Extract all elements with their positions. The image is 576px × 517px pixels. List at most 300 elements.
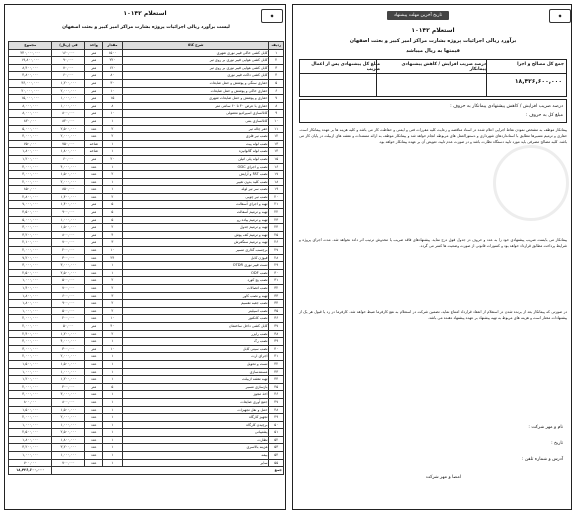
- row-number: ۶: [269, 87, 284, 95]
- table-row: [9, 345, 284, 353]
- row-qty: ۵: [103, 209, 123, 217]
- row-unit: عدد: [85, 163, 103, 171]
- row-price: ۵۰,۰۰۰: [52, 322, 85, 330]
- row-qty: ۱۰: [103, 345, 123, 353]
- row-qty: ۱: [103, 376, 123, 384]
- row-total: ۳,۰۰۰,۰۰۰: [9, 345, 52, 353]
- row-qty: ۲۴: [103, 254, 123, 262]
- row-unit: عدد: [85, 398, 103, 406]
- row-desc: سایر: [122, 459, 269, 467]
- row-desc: تهیه و نصب کاور: [122, 292, 269, 300]
- table-row: [9, 338, 284, 346]
- row-total: ۱,۲۰۰,۰۰۰: [9, 155, 52, 163]
- row-desc: کابل کشی داکت فیبر نوری: [122, 72, 269, 80]
- table-row: [9, 186, 284, 194]
- company-logo: ◆: [261, 9, 283, 23]
- table-row: [9, 254, 284, 262]
- row-qty: ۱: [103, 262, 123, 270]
- row-price: ۲,۰۰۰,۰۰۰: [52, 133, 85, 141]
- row-price: ۲,۰۰۰,۰۰۰: [52, 353, 85, 361]
- company-name-label: نام و مهر شرکت :: [528, 425, 563, 430]
- row-unit: متر: [85, 72, 103, 80]
- row-desc: نصب لوله گالوانیزه: [122, 148, 269, 156]
- row-total: ۲,۴۰۰,۰۰۰: [9, 330, 52, 338]
- table-row: [9, 322, 284, 330]
- table-row: [9, 421, 284, 429]
- table-row: [9, 231, 284, 239]
- row-desc: تجهیز کارگاه: [122, 414, 269, 422]
- final-amount-field[interactable]: [304, 78, 380, 90]
- row-price: ۱,۰۰۰,۰۰۰: [52, 368, 85, 376]
- row-price: ۹۰۰,۰۰۰: [52, 300, 85, 308]
- row-price: ۲۰۰,۰۰۰: [52, 315, 85, 323]
- table-row: [9, 307, 284, 315]
- row-total: ۱,۰۰۰,۰۰۰: [9, 277, 52, 285]
- row-number: ۱۶: [269, 163, 284, 171]
- row-price: ۱,۵۰۰,۰۰۰: [52, 171, 85, 179]
- row-unit: عدد: [85, 414, 103, 422]
- row-total: ۱,۲۰۰,۰۰۰: [9, 376, 52, 384]
- row-number: ۵۱: [269, 429, 284, 437]
- row-desc: تست فیبر نوری OTDR: [122, 262, 269, 270]
- terms-paragraph-3: در صورتی که پیمانکار بعد از برنده شدن در استعلام از انعقاد قرارداد امتناع نماید، تضمین شرکت در استعلام به نفع کارفرما ضبط خواهد شد. کارفرما در رد یا قبول هر یک از پیشنهادات مختار است و هزینه های مربوط به تهیه پیشنهاد بر عهده پیشنهاد دهنده می باشد.: [299, 310, 567, 321]
- row-price: ۱,۴۰۰,۰۰۰: [52, 193, 85, 201]
- row-desc: کانالسازی بتنی: [122, 117, 269, 125]
- company-logo: ◆: [549, 9, 571, 23]
- row-desc: نصب پچ کورد: [122, 277, 269, 285]
- row-price: ۲,۵۰۰,۰۰۰: [52, 125, 85, 133]
- total-row: [9, 467, 284, 475]
- row-qty: ۱: [103, 140, 123, 148]
- row-number: ۳۰: [269, 269, 284, 277]
- row-unit: عدد: [85, 262, 103, 270]
- table-row: [9, 277, 284, 285]
- row-qty: ۸۰: [103, 72, 123, 80]
- row-price: ۸۵۰,۰۰۰: [52, 186, 85, 194]
- row-unit: عدد: [85, 338, 103, 346]
- table-row: [9, 429, 284, 437]
- table-row: [9, 391, 284, 399]
- row-qty: ۴۰: [103, 322, 123, 330]
- row-total: ۸۰۰,۰۰۰: [9, 398, 52, 406]
- header-unit: واحد: [85, 42, 103, 50]
- row-number: ۵۳: [269, 444, 284, 452]
- row-qty: ۱: [103, 429, 123, 437]
- table-row: [9, 315, 284, 323]
- row-number: ۳: [269, 64, 284, 72]
- table-row: [9, 117, 284, 125]
- row-qty: ۱: [103, 117, 123, 125]
- row-unit: متر: [85, 49, 103, 57]
- row-desc: تهیه و ترمیم سنگفرش: [122, 239, 269, 247]
- table-row: [9, 140, 284, 148]
- col-final-header: مبلغ کل پیشنهادی پس از اعمال ضریب: [311, 62, 380, 72]
- table-row: [9, 64, 284, 72]
- row-price: ۸۰۰,۰۰۰: [52, 398, 85, 406]
- row-price: ۵۰۰,۰۰۰: [52, 307, 85, 315]
- row-desc: تهیه نقشه ازبیلت: [122, 376, 269, 384]
- row-qty: ۳: [103, 239, 123, 247]
- row-number: ۸: [269, 102, 284, 110]
- row-unit: متر: [85, 231, 103, 239]
- row-qty: ۱: [103, 452, 123, 460]
- row-number: ۴۶: [269, 391, 284, 399]
- row-qty: ۵: [103, 383, 123, 391]
- table-row: [9, 239, 284, 247]
- row-number: ۳۵: [269, 307, 284, 315]
- date-label: تاریخ :: [551, 441, 563, 446]
- row-desc: نظارت: [122, 436, 269, 444]
- row-unit: متر: [85, 87, 103, 95]
- row-unit: عدد: [85, 459, 103, 467]
- row-unit: عدد: [85, 315, 103, 323]
- row-price: ۳,۲۰۰,۰۰۰: [52, 444, 85, 452]
- amount-in-words: مبلغ کل به حروف :: [526, 113, 563, 118]
- table-row: [9, 436, 284, 444]
- row-qty: ۱۵۰۰: [103, 49, 123, 57]
- row-qty: ۱: [103, 353, 123, 361]
- row-price: ۱,۰۰۰,۰۰۰: [52, 452, 85, 460]
- row-desc: کانالسازی اسپرادیو معمولی: [122, 110, 269, 118]
- row-qty: ۱: [103, 148, 123, 156]
- row-price: ۱,۸۰۰,۰۰۰: [52, 436, 85, 444]
- row-unit: متر: [85, 383, 103, 391]
- row-total: ۷,۲۰۰,۰۰۰: [9, 254, 52, 262]
- row-price: ۷۰۰,۰۰۰: [52, 239, 85, 247]
- row-qty: ۲: [103, 307, 123, 315]
- form-title: برآورد ریالی اجرائیات پروژه بشارت مراکز امیر کبیر و بعثت اصفهان: [349, 38, 517, 44]
- row-total: ۳,۰۰۰,۰۰۰: [9, 262, 52, 270]
- signature-label: امضا و مهر شرکت: [425, 475, 461, 480]
- row-price: ۱,۰۰۰,۰۰۰: [52, 102, 85, 110]
- row-number: ۳۶: [269, 315, 284, 323]
- row-unit: متر: [85, 216, 103, 224]
- row-price: ۷۰۰,۰۰۰: [52, 459, 85, 467]
- row-qty: ۱: [103, 406, 123, 414]
- row-number: ۴۸: [269, 406, 284, 414]
- row-price: ۳,۰۰۰,۰۰۰: [52, 391, 85, 399]
- row-number: ۴۷: [269, 398, 284, 406]
- row-qty: ۴: [103, 231, 123, 239]
- row-number: ۴۹: [269, 414, 284, 422]
- row-number: ۴: [269, 72, 284, 80]
- row-price: ۲,۰۰۰,۰۰۰: [52, 87, 85, 95]
- row-qty: ۲: [103, 171, 123, 179]
- row-qty: ۱۲۰: [103, 64, 123, 72]
- row-qty: ۵: [103, 201, 123, 209]
- row-total: ۱,۸۰۰,۰۰۰: [9, 148, 52, 156]
- row-total: ۸۲۰,۰۰۰: [9, 117, 52, 125]
- row-price: ۱۶۰,۰۰۰: [52, 49, 85, 57]
- row-desc: تست و تحویل: [122, 360, 269, 368]
- row-total: ۴,۰۰۰,۰۰۰: [9, 163, 52, 171]
- table-row: [9, 201, 284, 209]
- terms-paragraph-1: پیمانکار موظف به مشخص نمودن نقاط اجرایی اعلام شده در اسناد مناقصه و رعایت کلیه مقررات فنی و ایمنی و حفاظت کار می باشد و کلیه هزینه ها بر عهده پیمانکار است. حفاری و ترمیم مسیرها مطابق با استانداردهای شهرداری و دستورالعمل های مربوطه انجام خواهد شد و پیمانکار موظف به ارائه مستندات و نقشه های ازبیلت در پایان کار می باشد. کلیه مصالح مصرفی باید مورد تایید دستگاه نظارت باشد و در صورت عدم تایید، تعویض آن بر عهده پیمانکار خواهد بود.: [299, 128, 567, 145]
- row-total: ۲,۰۰۰,۰۰۰: [9, 315, 52, 323]
- table-row: [9, 452, 284, 460]
- row-desc: تهیه و ترمیم کف پوش: [122, 231, 269, 239]
- row-total: ۱,۸۰۰,۰۰۰: [9, 292, 52, 300]
- table-row: [9, 79, 284, 87]
- header-desc: شرح کالا: [122, 42, 269, 50]
- row-qty: ۲: [103, 285, 123, 293]
- row-price: ۶۰,۰۰۰: [52, 72, 85, 80]
- row-desc: بیمه: [122, 452, 269, 460]
- table-row: [9, 72, 284, 80]
- row-total: ۲,۰۰۰,۰۰۰: [9, 322, 52, 330]
- row-qty: ۱: [103, 178, 123, 186]
- row-desc: نصب تیر فلزی: [122, 133, 269, 141]
- table-row: [9, 193, 284, 201]
- coefficient-field[interactable]: [382, 78, 480, 90]
- row-number: ۱۲: [269, 133, 284, 141]
- row-price: ۱,۰۰۰,۰۰۰: [52, 421, 85, 429]
- row-qty: ۱: [103, 163, 123, 171]
- row-total: ۳,۰۰۰,۰۰۰: [9, 224, 52, 232]
- row-desc: مستندسازی: [122, 368, 269, 376]
- row-price: ۴,۰۰۰,۰۰۰: [52, 338, 85, 346]
- row-price: ۱,۴۰۰,۰۰۰: [52, 201, 85, 209]
- deadline-tag: تاریخ آخرین مهلت پیشنهاد: [387, 11, 449, 20]
- row-number: ۲۸: [269, 254, 284, 262]
- row-unit: عدد: [85, 376, 103, 384]
- row-qty: ۱: [103, 421, 123, 429]
- row-qty: ۱۰: [103, 247, 123, 255]
- row-desc: نصب لوله پلی اتیلن: [122, 155, 269, 163]
- row-price: ۱,۸۰۰,۰۰۰: [52, 148, 85, 156]
- row-total: ۳۶,۰۰۰,۰۰۰: [9, 79, 52, 87]
- table-row: [9, 224, 284, 232]
- row-price: ۱,۲۰۰,۰۰۰: [52, 79, 85, 87]
- table-row: [9, 444, 284, 452]
- row-total: ۷۰۰,۰۰۰: [9, 459, 52, 467]
- row-desc: فیوژن کابل: [122, 254, 269, 262]
- items-table: [8, 41, 284, 475]
- watermark-seal: [493, 145, 569, 221]
- row-desc: نصب کانکتور: [122, 315, 269, 323]
- row-number: ۲۳: [269, 216, 284, 224]
- row-total: ۵,۰۰۰,۰۰۰: [9, 125, 52, 133]
- divider: [300, 73, 566, 74]
- header-total: مجموع: [9, 42, 52, 50]
- row-number: ۳۲: [269, 285, 284, 293]
- row-qty: ۱۵: [103, 95, 123, 103]
- row-number: ۳۹: [269, 338, 284, 346]
- row-desc: برچسب گذاری مسیر: [122, 247, 269, 255]
- row-price: ۲,۰۰۰,۰۰۰: [52, 178, 85, 186]
- row-unit: عدد: [85, 254, 103, 262]
- row-qty: ۱: [103, 360, 123, 368]
- row-desc: نصب FAT و آرایش: [122, 171, 269, 179]
- row-desc: تهیه و ترمیم جدول: [122, 224, 269, 232]
- table-row: [9, 247, 284, 255]
- row-price: ۲,۵۰۰,۰۰۰: [52, 269, 85, 277]
- row-unit: عدد: [85, 285, 103, 293]
- row-qty: ۱: [103, 459, 123, 467]
- row-number: ۲۰: [269, 193, 284, 201]
- row-unit: عدد: [85, 330, 103, 338]
- row-desc: کابل کشی داخل ساختمان: [122, 322, 269, 330]
- row-unit: متر: [85, 345, 103, 353]
- row-number: ۳۳: [269, 292, 284, 300]
- table-row: [9, 459, 284, 467]
- row-unit: عدد: [85, 429, 103, 437]
- row-desc: حفاری با عرض ۴۰ تا ۶۰ سانتی متر: [122, 102, 269, 110]
- row-total: ۳,۰۰۰,۰۰۰: [9, 391, 52, 399]
- row-desc: تهیه و ترمیم پیاده رو: [122, 216, 269, 224]
- inquiry-form-sheet: [292, 4, 572, 510]
- table-row: [9, 368, 284, 376]
- row-price: ۳۰۰,۰۰۰: [52, 345, 85, 353]
- row-price: ۷۰۰,۰۰۰: [52, 285, 85, 293]
- row-price: ۱,۲۰۰,۰۰۰: [52, 376, 85, 384]
- table-row: [9, 414, 284, 422]
- table-row: [9, 216, 284, 224]
- row-desc: نصب اسپلیتر: [122, 307, 269, 315]
- row-number: ۹: [269, 110, 284, 118]
- row-unit: عدد: [85, 307, 103, 315]
- row-price: ۷۰,۰۰۰: [52, 64, 85, 72]
- row-unit: متر: [85, 239, 103, 247]
- row-number: ۵: [269, 79, 284, 87]
- table-row: [9, 209, 284, 217]
- row-unit: عدد: [85, 353, 103, 361]
- row-total: ۱,۰۰۰,۰۰۰: [9, 452, 52, 460]
- row-qty: ۲: [103, 224, 123, 232]
- row-number: ۵۰: [269, 421, 284, 429]
- row-unit: عدد: [85, 133, 103, 141]
- row-unit: متر: [85, 110, 103, 118]
- row-total: ۲,۰۰۰,۰۰۰: [9, 247, 52, 255]
- row-desc: هزینه بالاسری: [122, 444, 269, 452]
- row-total: ۲,۱۰۰,۰۰۰: [9, 239, 52, 247]
- row-total: ۸۵۰,۰۰۰: [9, 186, 52, 194]
- row-price: ۶۰,۰۰۰: [52, 155, 85, 163]
- row-unit: متر: [85, 224, 103, 232]
- table-row: [9, 171, 284, 179]
- row-desc: نصب جعبه تقسیم: [122, 300, 269, 308]
- row-unit: متر: [85, 102, 103, 110]
- row-total: ۷۵۰,۰۰۰: [9, 140, 52, 148]
- row-desc: نصب رک: [122, 338, 269, 346]
- row-unit: متر: [85, 57, 103, 65]
- table-row: [9, 406, 284, 414]
- row-number: ۱۰: [269, 117, 284, 125]
- row-total: ۲,۸۰۰,۰۰۰: [9, 193, 52, 201]
- row-total: ۱,۰۰۰,۰۰۰: [9, 307, 52, 315]
- row-unit: عدد: [85, 186, 103, 194]
- row-number: ۱۴: [269, 148, 284, 156]
- row-price: ۱,۰۰۰,۰۰۰: [52, 95, 85, 103]
- table-row: [9, 330, 284, 338]
- row-number: ۱: [269, 49, 284, 57]
- table-row: [9, 398, 284, 406]
- row-number: ۴۲: [269, 360, 284, 368]
- row-price: ۸۲۰,۰۰۰: [52, 117, 85, 125]
- row-qty: ۱: [103, 186, 123, 194]
- price-list-sheet: [4, 4, 286, 510]
- row-unit: عدد: [85, 368, 103, 376]
- row-total: ۴,۰۰۰,۰۰۰: [9, 133, 52, 141]
- row-price: ۳۰۰,۰۰۰: [52, 254, 85, 262]
- row-total: ۲,۰۰۰,۰۰۰: [9, 383, 52, 391]
- row-total: ۳,۰۰۰,۰۰۰: [9, 171, 52, 179]
- row-unit: متر: [85, 155, 103, 163]
- row-number: ۳۱: [269, 277, 284, 285]
- table-row: [9, 353, 284, 361]
- header-qty: مقدار: [103, 42, 123, 50]
- table-row: [9, 110, 284, 118]
- row-desc: نصب کلید بدون تغییر: [122, 178, 269, 186]
- row-price: ۱,۵۰۰,۰۰۰: [52, 360, 85, 368]
- row-price: ۴۰۰,۰۰۰: [52, 383, 85, 391]
- row-qty: ۱: [103, 414, 123, 422]
- row-price: ۲۰۰,۰۰۰: [52, 247, 85, 255]
- row-unit: متر: [85, 95, 103, 103]
- row-number: ۵۴: [269, 452, 284, 460]
- row-total: ۱,۸۰۰,۰۰۰: [9, 300, 52, 308]
- row-unit: عدد: [85, 436, 103, 444]
- row-number: ۵۲: [269, 436, 284, 444]
- table-row: [9, 292, 284, 300]
- row-desc: کابل کشی هوایی فیبر نوری بر روی تیر: [122, 57, 269, 65]
- inquiry-number: استعلام ۱۰۱۴۲: [411, 27, 455, 34]
- table-row: [9, 95, 284, 103]
- row-number: ۲۷: [269, 247, 284, 255]
- row-desc: حمل و نقل تجهیزات: [122, 406, 269, 414]
- row-desc: جمع آوری ضایعات: [122, 398, 269, 406]
- row-total: ۸,۰۰۰,۰۰۰: [9, 110, 52, 118]
- row-desc: کابل کشی هوایی فیبر نوری بر روی تیر: [122, 64, 269, 72]
- row-total: ۴,۸۰۰,۰۰۰: [9, 72, 52, 80]
- row-total: ۸,۰۰۰,۰۰۰: [9, 102, 52, 110]
- row-unit: شاخه: [85, 148, 103, 156]
- row-number: ۱۷: [269, 171, 284, 179]
- row-total: ۱۹,۸۰۰,۰۰۰: [9, 57, 52, 65]
- row-qty: ۱: [103, 444, 123, 452]
- row-qty: ۲۰: [103, 155, 123, 163]
- table-row: [9, 178, 284, 186]
- row-number: ۴۵: [269, 383, 284, 391]
- row-total: ۱,۵۰۰,۰۰۰: [9, 406, 52, 414]
- row-total: ۳,۲۰۰,۰۰۰: [9, 444, 52, 452]
- grand-total: ۱۸,۴۲۶,۶۰۰,۰۰۰: [9, 467, 52, 475]
- table-row: [9, 360, 284, 368]
- row-number: ۲: [269, 57, 284, 65]
- table-row: [9, 87, 284, 95]
- row-qty: ۳: [103, 292, 123, 300]
- row-number: ۳۴: [269, 300, 284, 308]
- row-total: ۱,۵۰۰,۰۰۰: [9, 360, 52, 368]
- row-qty: ۱: [103, 338, 123, 346]
- row-number: ۲۴: [269, 224, 284, 232]
- offer-table: [299, 59, 567, 97]
- table-row: [9, 300, 284, 308]
- row-unit: عدد: [85, 125, 103, 133]
- row-unit: عدد: [85, 360, 103, 368]
- terms-paragraph-2: پیمانکار می بایست ضریب پیشنهادی خود را به عدد و حروف در جدول فوق درج نماید. پیشنهادهای فاقد ضریب یا مخدوش ترتیب اثر داده نخواهد شد. مدت اجرای پروژه و شرایط پرداخت مطابق قرارداد خواهد بود و کسورات قانونی از صورت وضعیت ها کسر می گردد.: [299, 238, 567, 249]
- row-unit: عدد: [85, 444, 103, 452]
- table-row: [9, 148, 284, 156]
- row-price: ۹۰,۰۰۰: [52, 57, 85, 65]
- row-desc: نصب و اجرای ODC: [122, 163, 269, 171]
- header-price: فی (ریال): [52, 42, 85, 50]
- row-number: ۳۸: [269, 330, 284, 338]
- row-price: ۲,۵۰۰,۰۰۰: [52, 429, 85, 437]
- row-qty: ۲: [103, 193, 123, 201]
- col-coef-header: درصد ضریب افزایش / کاهش پیشنهادی پیمانکار: [401, 62, 486, 72]
- row-qty: ۱: [103, 269, 123, 277]
